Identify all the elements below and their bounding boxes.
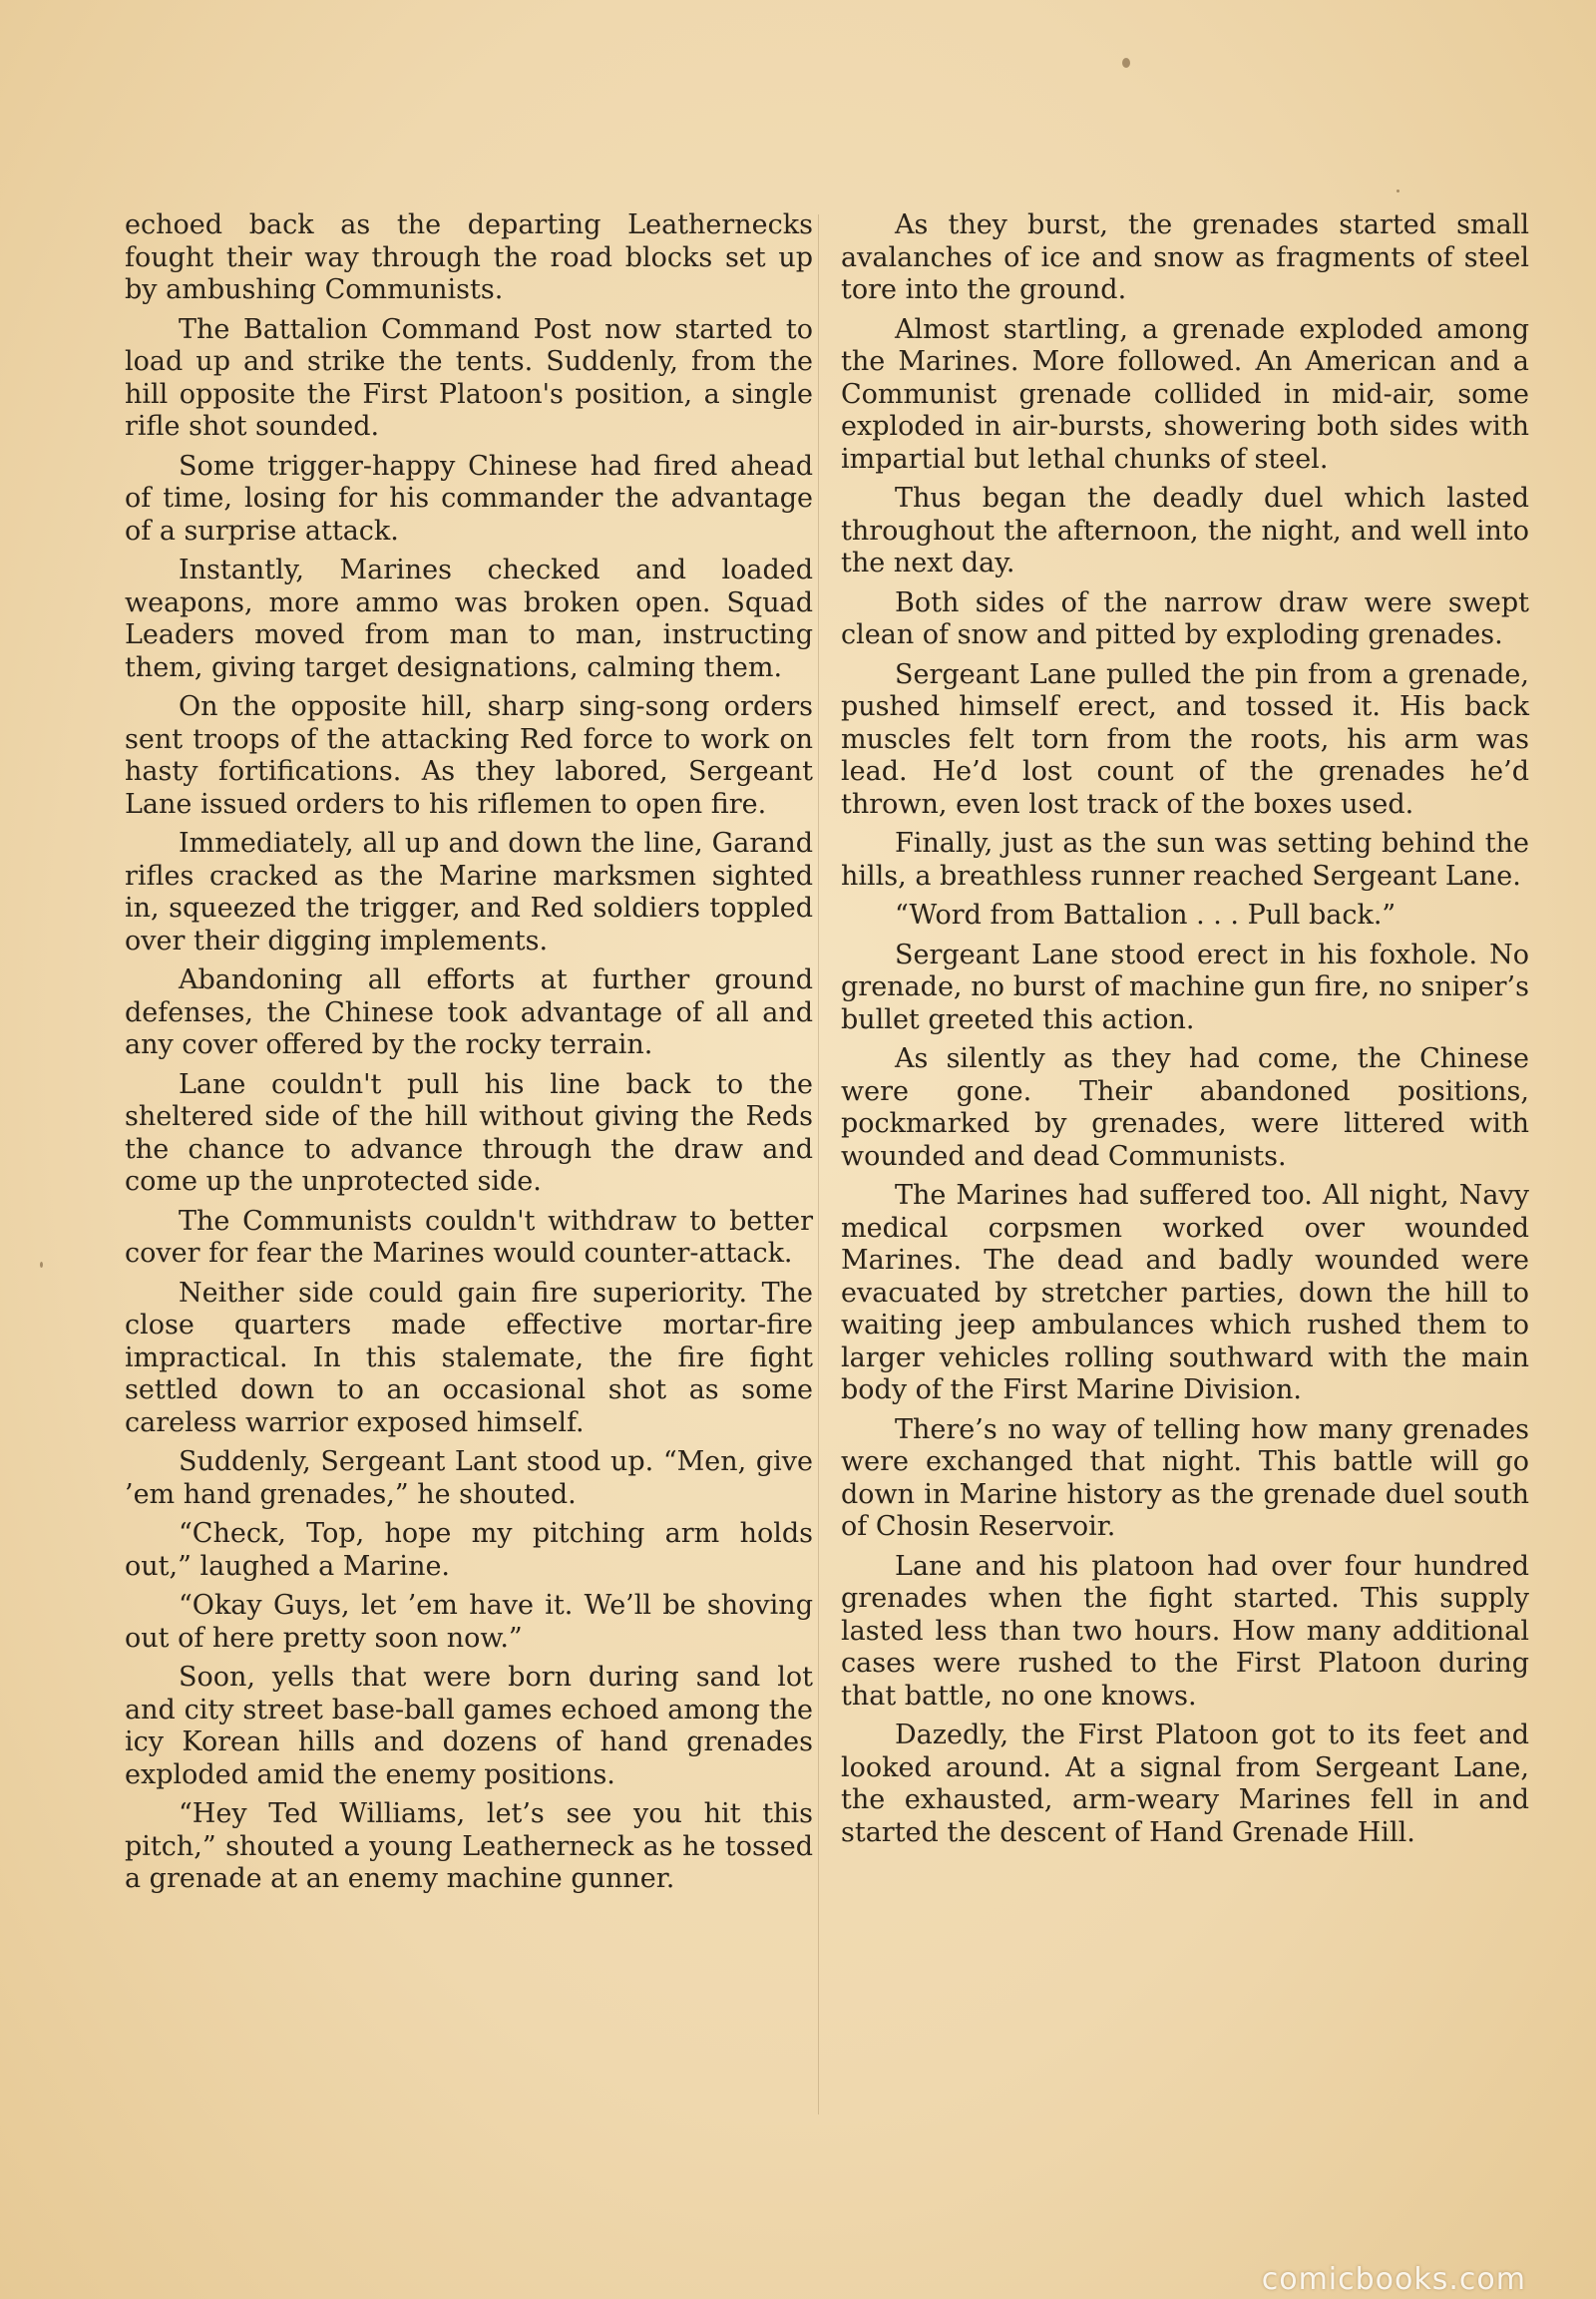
paragraph: “Okay Guys, let ’em have it. We’ll be shoving out of here pretty soon now.” (125, 1590, 813, 1654)
paragraph: The Communists couldn't withdraw to better cover for fear the Marines would counter-attack. (125, 1205, 813, 1269)
paragraph: Soon, yells that were born during sand lot and city street base-ball games echoed among the icy Korean hills and dozens of hand grenades exploded amid the enemy positions. (125, 1662, 813, 1790)
paragraph: Immediately, all up and down the line, Garand rifles cracked as the Marine marksmen sighted in, squeezed the trigger, and Red soldiers toppled over their digging implements. (125, 828, 813, 957)
paragraph: Lane couldn't pull his line back to the sheltered side of the hill without giving the Reds the chance to advance through the draw and come up the unprotected side. (125, 1068, 813, 1197)
paragraph: “Word from Battalion . . . Pull back.” (895, 900, 1396, 931)
paper-speck (40, 1262, 43, 1268)
paragraph: As they burst, the grenades started small avalanches of ice and snow as fragments of steel tore into the ground. (841, 209, 1529, 305)
paragraph: As silently as they had come, the Chinese were gone. Their abandoned positions, pockmarked by grenades, were littered with wounded and dead Communists. (841, 1043, 1529, 1172)
paragraph: The Battalion Command Post now started to load up and strike the tents. Suddenly, from the hill opposite the First Platoon's position, a single rifle shot sounded. (125, 313, 813, 442)
paragraph: Some trigger-happy Chinese had fired ahead of time, losing for his commander the advantage of a surprise attack. (125, 450, 813, 547)
paragraph: Thus began the deadly duel which lasted throughout the afternoon, the night, and well into the next day. (841, 483, 1529, 578)
paper-speck (1396, 190, 1399, 192)
paragraph: Almost startling, a grenade exploded among the Marines. More followed. An American and a Communist grenade collided in mid-air, some exploded in air-bursts, showering both sides with impartial but lethal chunks of steel. (841, 313, 1529, 475)
paragraph: Finally, just as the sun was setting behind the hills, a breathless runner reached Sergeant Lane. (841, 828, 1529, 892)
paragraph: Both sides of the narrow draw were swept clean of snow and pitted by exploding grenades. (841, 586, 1529, 650)
paragraph: Sergeant Lane pulled the pin from a grenade, pushed himself erect, and tossed it. His back muscles felt torn from the roots, his arm was lead. He’d lost count of the grenades he’d thrown, even lost track of the boxes used. (841, 658, 1529, 820)
paragraph: Suddenly, Sergeant Lant stood up. “Men, give ’em hand grenades,” he shouted. (125, 1446, 813, 1510)
paragraph: echoed back as the departing Leathernecks fought their way through the road blocks set up by ambushing Communists. (125, 209, 813, 305)
paragraph: “Hey Ted Williams, let’s see you hit this pitch,” shouted a young Leatherneck as he tossed a grenade at an enemy machine gunner. (125, 1798, 813, 1894)
paragraph: Neither side could gain fire superiority. The close quarters made effective mortar-fire impractical. In this stalemate, the fire fight settled down to an occasional shot as some careless warrior exposed himself. (125, 1277, 813, 1438)
paragraph: Sergeant Lane stood erect in his foxhole. No grenade, no burst of machine gun fire, no sniper’s bullet greeted this action. (841, 939, 1529, 1035)
paragraph: Dazedly, the First Platoon got to its feet and looked around. At a signal from Sergeant Lane, the exhausted, arm-weary Marines fell in and started the descent of Hand Grenade Hill. (841, 1720, 1529, 1848)
column-divider (818, 214, 819, 2114)
watermark: comicbooks.com (1261, 2262, 1526, 2297)
paragraph: Abandoning all efforts at further ground defenses, the Chinese took advantage of all and any cover offered by the rocky terrain. (125, 964, 813, 1060)
left-text-column (125, 209, 813, 1903)
paragraph: Lane and his platoon had over four hundred grenades when the fight started. This supply lasted less than two hours. How many additional cases were rushed to the First Platoon during that battle, no one knows. (841, 1550, 1529, 1712)
paragraph: On the opposite hill, sharp sing-song orders sent troops of the attacking Red force to work on hasty fortifications. As they labored, Sergeant Lane issued orders to his riflemen to open fire. (125, 691, 813, 820)
right-text-column (841, 209, 1529, 1856)
paragraph: Instantly, Marines checked and loaded weapons, more ammo was broken open. Squad Leaders moved from man to man, instructing them, giving target designations, calming them. (125, 555, 813, 683)
paragraph: There’s no way of telling how many grenades were exchanged that night. This battle will go down in Marine history as the grenade duel south of Chosin Reservoir. (841, 1413, 1529, 1542)
paragraph: The Marines had suffered too. All night, Navy medical corpsmen worked over wounded Marines. The dead and badly wounded were evacuated by stretcher parties, down the hill to waiting jeep ambulances which rushed them to larger vehicles rolling southward with the main body of the First Marine Division. (841, 1180, 1529, 1405)
paragraph: “Check, Top, hope my pitching arm holds out,” laughed a Marine. (125, 1518, 813, 1582)
paper-speck (1122, 58, 1130, 68)
